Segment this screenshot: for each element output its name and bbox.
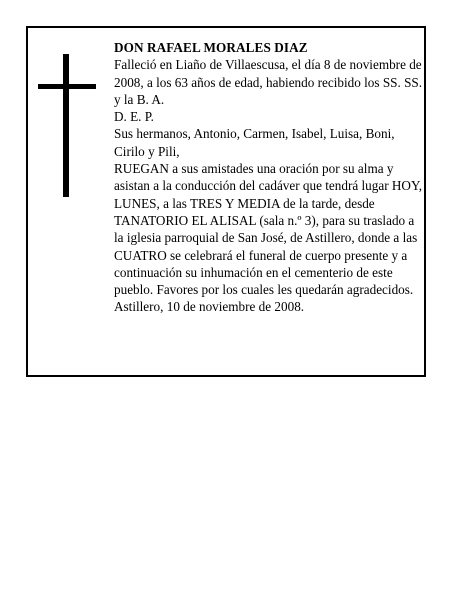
place-and-date: Astillero, 10 de noviembre de 2008. [114,299,305,315]
cross-horizontal-bar [38,84,96,89]
rest-in-peace: D. E. P. [114,109,154,125]
deceased-name: DON RAFAEL MORALES DIAZ [114,40,308,55]
family-members: Sus hermanos, Antonio, Carmen, Isabel, Luisa, Boni, Cirilo y Pili, [114,126,395,159]
obituary-text [114,39,424,316]
cross-vertical-bar [63,54,69,197]
death-statement: Falleció en Liaño de Villaescusa, el día 8 de noviembre de 2008, a los 63 años de edad, habiendo recibido los SS. SS. y la B. A. [114,57,423,107]
funeral-request: RUEGAN a sus amistades una oración por su alma y asistan a la conducción del cadáver que tendrá lugar HOY, LUNES, a las TRES Y MEDIA de la tarde, desde TANATORIO EL ALISAL (sala n.º 3), para su traslado a la iglesia parroquial de San José, de Astillero, donde a las CUATRO se celebrará el funeral de cuerpo presente y a continuación su inhumación en el cementerio de este pueblo. Favores por los cuales les quedarán agradecidos. [114,161,423,298]
